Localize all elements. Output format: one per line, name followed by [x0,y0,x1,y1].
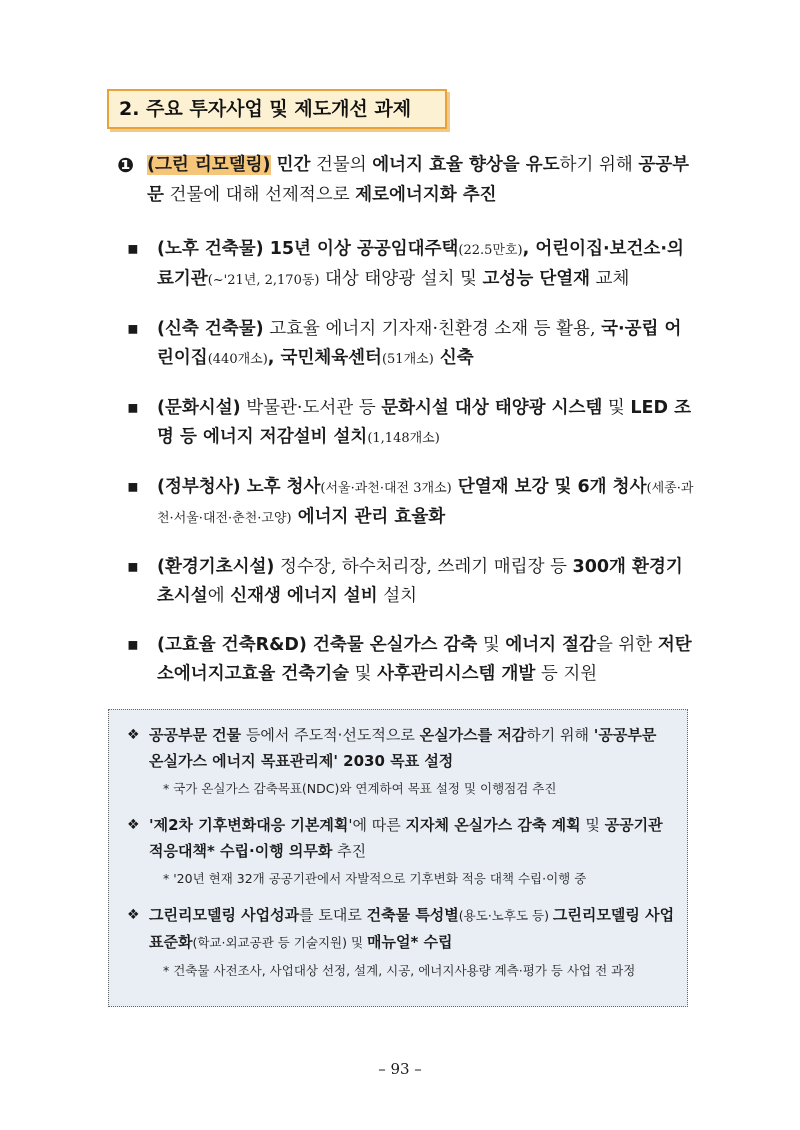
bullet-cultural [127,394,697,453]
note-text: 그린리모델링 사업성과 [149,906,300,924]
note-item [121,902,675,956]
bullet-text: (정부청사) 노후 청사 [157,477,321,497]
note-text: 하기 위해 [526,726,594,744]
bullet-text: 박물관·도서관 등 [240,398,382,418]
main-tag: (그린 리모델링) [147,155,271,175]
bullet-text: 에너지 절감 [505,635,596,655]
bullet-small: (51개소) [381,352,434,367]
bullet-new-buildings [127,315,697,374]
bullet-text: 등 지원 [535,664,598,684]
bullet-marker: ▪ [127,239,139,259]
bullet-small: (1,148개소) [367,431,440,446]
note-footnote: * 국가 온실가스 감축목표(NDC)와 연계하여 목표 설정 및 이행점검 추진 [163,781,557,796]
bullet-marker: ▪ [127,477,139,497]
note-text: '제2차 기후변화대응 기본계획 [149,816,349,834]
bullet-text: 에너지 관리 효율화 [291,507,446,527]
bullet-environment [127,553,697,611]
main-text-bold-2: 에너지 효율 향상을 유도 [372,155,560,175]
note-text: 온실가스를 저감 [419,726,527,744]
bullet-text: 사후관리시스템 개발 [377,664,536,684]
bullet-text: 신축 [433,348,474,368]
bullet-text: 에 [207,586,231,606]
bullet-small: (22.5만호) [458,243,523,258]
note-text: 추진 [332,842,367,860]
bullet-small: (~'21년, 2,170동) [207,273,320,288]
note-text: 등에서 주도적·선도적으로 [241,726,420,744]
bullet-text: 저탄소에너지고효율 건축기술 [157,635,692,684]
bullet-text: (고효율 건축R&D) 건축물 온실가스 감축 [157,635,478,655]
bullet-text: 문화시설 대상 태양광 시스템 [381,398,603,418]
diamond-icon: ❖ [127,907,140,923]
item-number: ❶ [117,153,134,177]
main-item [117,150,697,210]
main-text-1: 건물의 [310,155,373,175]
bullet-government [127,473,697,533]
note-footnote: * '20년 현재 32개 공공기관에서 자발적으로 기후변화 적응 대책 수립·이행 중 [163,871,587,886]
bullet-text: , 국민체육센터 [267,348,382,368]
note-text: 지자체 온실가스 감축 계획 [405,816,581,834]
main-text-bold-3: 공공부문 [147,155,690,205]
note-text: 를 토대로 [299,906,367,924]
diamond-icon: ❖ [127,817,140,833]
note-text: '공공부문 온실가스 에너지 목표관리제' 2030 목표 설정 [149,726,657,770]
note-text: 및 [580,816,605,834]
bullet-text: 고성능 단열재 [482,269,591,289]
bullet-rnd [127,631,697,689]
bullet-text: 교체 [590,269,630,289]
bullet-text: 을 위한 [595,635,658,655]
main-text-bold-1: 민간 [270,155,311,175]
main-text-bold-4: 제로에너지화 추진 [355,185,497,205]
note-item [121,722,675,774]
note-text: '에 따른 [348,816,406,834]
note-text: 매뉴얼* 수립 [367,933,453,951]
note-text: 그린리모델링 사업 표준화 [149,906,675,951]
bullet-text: (신축 건축물) [157,319,264,339]
bullet-text: 단열재 보강 및 6개 청사 [451,477,647,497]
note-text: 공공기관 적응대책* 수립·이행 의무화 [149,816,663,860]
notes-box [108,709,688,1007]
bullet-text: 정수장, 하수처리장, 쓰레기 매립장 등 [274,557,573,577]
bullet-text: LED 조명 등 에너지 저감설비 설치 [157,398,692,447]
bullet-list [127,235,697,709]
bullet-small: (세종·과천·서울·대전·춘천·고양) [157,481,694,526]
note-text: 건축물 특성별 [366,906,459,924]
bullet-text: (문화시설) [157,398,241,418]
bullet-text: , 어린이집·보건소·의료기관 [157,239,684,289]
bullet-marker: ▪ [127,557,139,577]
bullet-text: 대상 태양광 설치 및 [319,269,483,289]
bullet-text: 및 [477,635,506,655]
section-title: 2. 주요 투자사업 및 제도개선 과제 [107,89,447,129]
bullet-text: 국·공립 어린이집 [157,319,682,368]
bullet-text: 고효율 에너지 기자재·친환경 소재 등 활용, [263,319,602,339]
bullet-text: 설치 [377,586,417,606]
main-text-3: 건물에 대해 선제적으로 [163,185,356,205]
bullet-text: 및 [602,398,631,418]
note-item [121,812,675,864]
bullet-text: 300개 환경기초시설 [157,557,683,606]
bullet-marker: ▪ [127,319,139,339]
main-text-2: 하기 위해 [559,155,639,175]
bullet-text: (환경기초시설) [157,557,275,577]
note-footnote: * 건축물 사전조사, 사업대상 선정, 설계, 시공, 에너지사용량 계측·평가 등 사업 전 과정 [163,963,636,978]
bullet-small: (서울·과천·대전 3개소) [320,481,452,496]
bullet-marker: ▪ [127,398,139,418]
note-text: 공공부문 건물 [149,726,242,744]
diamond-icon: ❖ [127,727,140,743]
bullet-small: (440개소) [207,352,268,367]
bullet-text: (노후 건축물) 15년 이상 공공임대주택 [157,239,459,259]
bullet-marker: ▪ [127,635,139,655]
bullet-text: 및 [349,664,378,684]
note-small: (용도·노후도 등) [458,908,553,923]
bullet-old-buildings [127,235,697,295]
note-small: (학교·외교공관 등 기술지원) 및 [192,935,368,950]
bullet-text: 신재생 에너지 설비 [230,586,378,606]
page-number: – 93 – [378,1060,422,1078]
